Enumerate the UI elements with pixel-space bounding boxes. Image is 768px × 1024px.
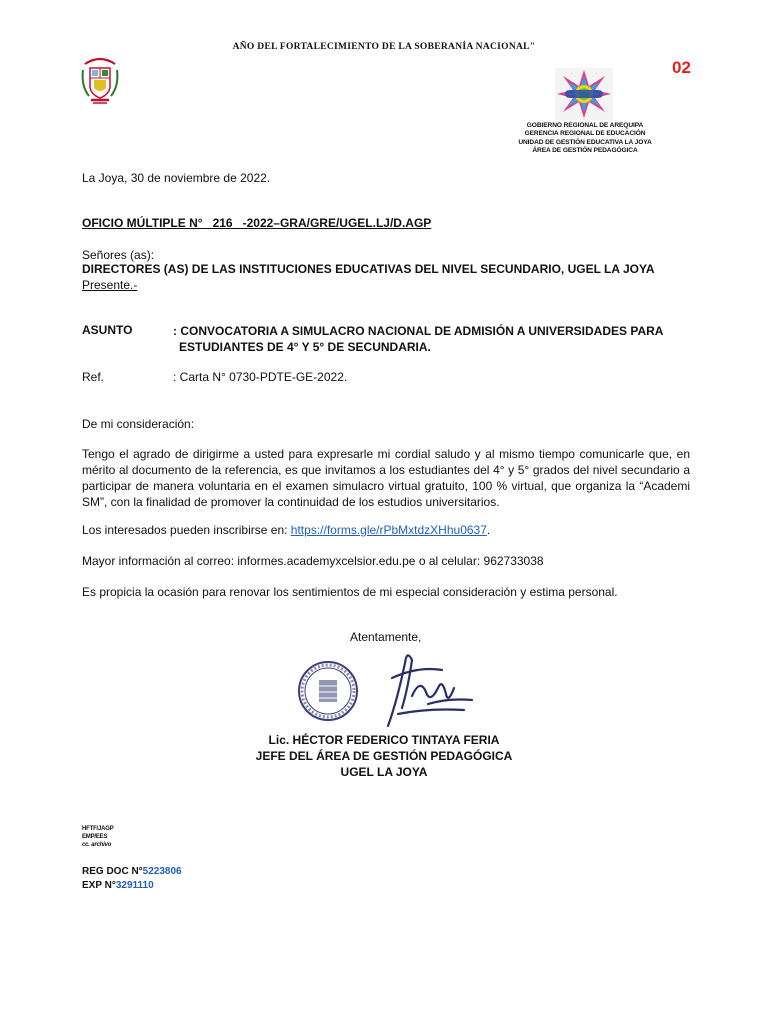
exp-label: EXP N° (82, 880, 116, 891)
register-paragraph (82, 522, 690, 538)
closing-paragraph: Es propicia la ocasión para renovar los sentimientos de mi especial consideración y estima personal. (82, 585, 618, 599)
oficio-number: OFICIO MÚLTIPLE N° 216 -2022–GRA/GRE/UGEL.LJ/D.AGP (82, 216, 432, 230)
asunto-line: : CONVOCATORIA A SIMULACRO NACIONAL DE ADMISIÓN A UNIVERSIDADES PARA (173, 324, 664, 338)
gov-line: GERENCIA REGIONAL DE EDUCACIÓN (524, 130, 646, 138)
atentamente: Atentamente, (350, 630, 422, 644)
asunto-line: ESTUDIANTES DE 4° Y 5° DE SECUNDARIA. (179, 340, 431, 354)
initials-block (82, 825, 114, 849)
body-paragraph: Tengo el agrado de dirigirme a usted para expresarle mi cordial saludo y al mismo tiempo comunicarle que, en mérito al documento de la referencia, es que invitamos a los estudiantes del 4° y 5° grados del nivel secundario a participar de manera voluntaria en el examen simulacro virtual gratuito, 100 % virtual, que organiza la “Academi SM”, con la finalidad de promover la continuidad de los estudios universitarios. (82, 447, 690, 509)
greeting: De mi consideración: (82, 417, 195, 431)
gov-line: GOBIERNO REGIONAL DE AREQUIPA (526, 122, 644, 129)
register-suffix: . (486, 523, 491, 537)
signer-name: Lic. HÉCTOR FEDERICO TINTAYA FERIA (268, 733, 500, 747)
gov-line: ÁREA DE GESTIÓN PEDAGÓGICA (532, 146, 638, 154)
reg-doc-label: REG DOC N° (82, 866, 143, 877)
cc-archive: cc. archivo (82, 842, 112, 848)
government-header-block (470, 122, 700, 155)
gov-line: UNIDAD DE GESTIÓN EDUCATIVA LA JOYA (518, 138, 652, 146)
asunto-text (173, 323, 673, 355)
addressee: DIRECTORES (AS) DE LAS INSTITUCIONES EDUCATIVAS DEL NIVEL SECUNDARIO, UGEL LA JOYA (82, 262, 655, 276)
ref-label: Ref. (82, 370, 105, 384)
signer-office: UGEL LA JOYA (340, 765, 428, 779)
salutation: Señores (as): (82, 248, 155, 262)
initials-line: HFTF/JAGP (82, 826, 114, 832)
registration-link[interactable]: https://forms.gle/rPbMxtdzXHhu0637 (290, 523, 487, 537)
registry-block (82, 865, 182, 893)
reg-doc-number: 5223806 (142, 866, 182, 877)
contact-paragraph: Mayor información al correo: informes.academyxcelsior.edu.pe o al celular: 962733038 (82, 554, 544, 568)
signer-block (0, 732, 768, 780)
place-date: La Joya, 30 de noviembre de 2022. (82, 171, 271, 185)
presente: Presente.- (82, 278, 138, 292)
initials-line: EMP/EES (82, 834, 108, 840)
exp-number: 3291110 (115, 880, 154, 891)
colorful-star-logo-icon (555, 68, 613, 120)
register-prefix: Los interesados pueden inscribirse en: (82, 523, 291, 537)
official-seal-icon (297, 660, 359, 722)
year-title: AÑO DEL FORTALECIMIENTO DE LA SOBERANÍA NACIONAL" (232, 42, 536, 52)
signer-position: JEFE DEL ÁREA DE GESTIÓN PEDAGÓGICA (255, 749, 513, 763)
handwritten-signature-icon (368, 648, 478, 728)
document-number: 02 (672, 58, 691, 77)
peru-coat-of-arms-icon (79, 56, 121, 106)
asunto-label: ASUNTO (82, 323, 133, 337)
ref-text: : Carta N° 0730-PDTE-GE-2022. (173, 370, 348, 384)
